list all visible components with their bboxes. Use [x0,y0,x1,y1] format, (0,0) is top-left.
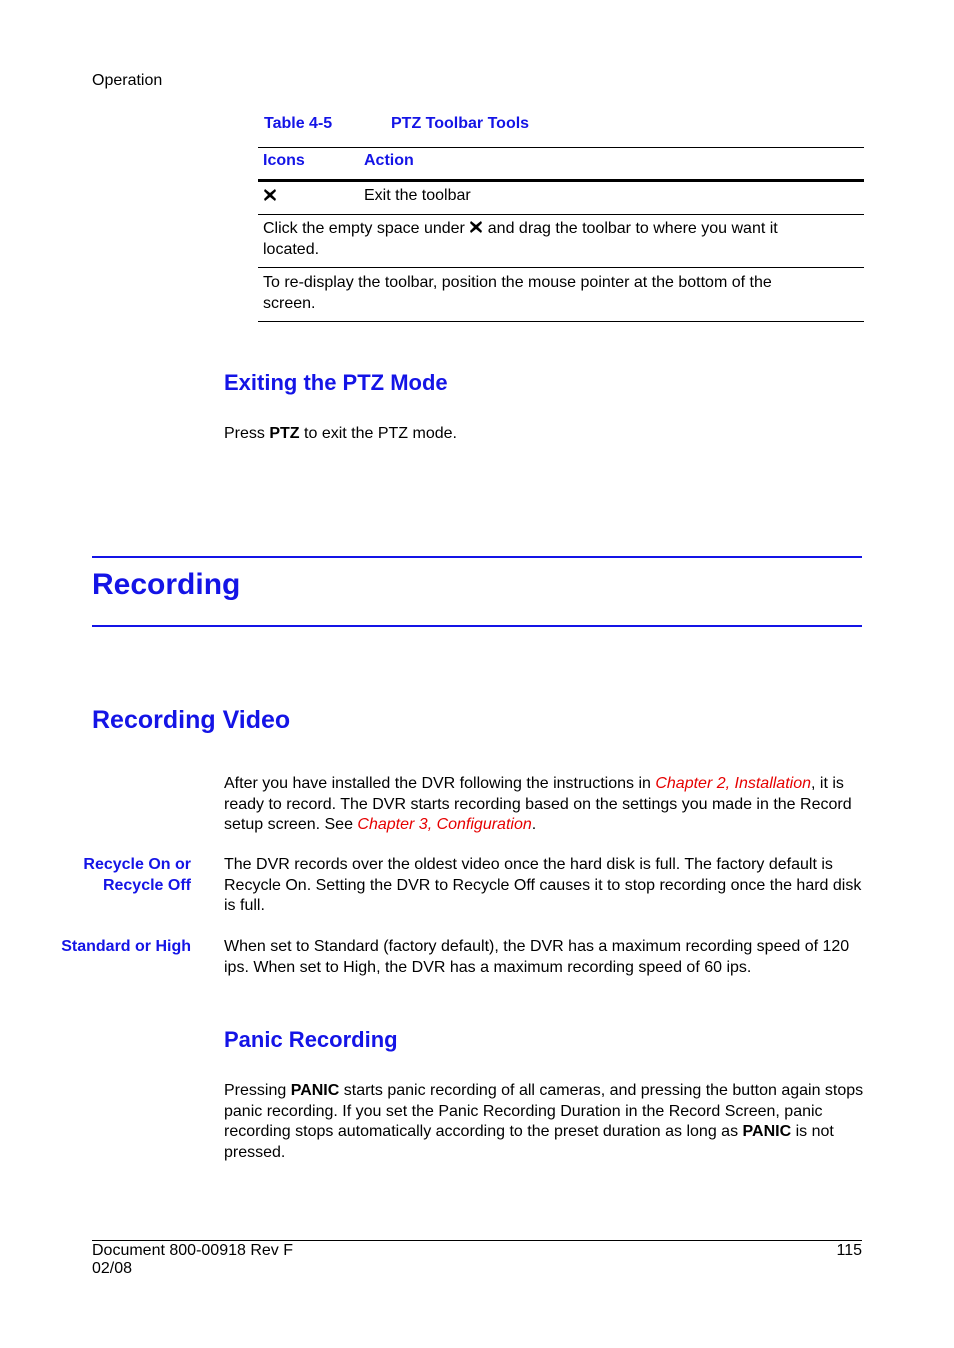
footer-date: 02/08 [92,1260,133,1277]
section-rule-top [92,556,862,558]
table-row3-text: To re-display the toolbar, position the mouse pointer at the bottom of the screen. [263,274,772,312]
table-row-rule [258,214,864,215]
table-header-action: Action [364,152,414,169]
chapter-3-link[interactable]: Chapter 3, Configuration [357,816,532,833]
text: . [531,816,537,833]
page-number: 115 [836,1242,862,1259]
text: to exit the PTZ mode. [304,425,457,442]
panic-keyword: PANIC [742,1123,792,1140]
recording-video-intro [224,774,864,836]
text: Press [224,425,265,442]
table-header-rule [258,179,864,182]
text: is not pressed. [224,1123,834,1161]
close-x-icon [263,188,277,206]
table-bottom-rule [258,321,864,322]
close-x-icon [469,220,483,237]
text: Pressing [224,1082,287,1099]
recording-title: Recording [92,568,241,601]
chapter-2-link[interactable]: Chapter 2, Installation [655,775,811,792]
table-row1-action: Exit the toolbar [364,187,471,204]
text: , it is ready to record. The DVR starts recording based on the settings you made in the Record setup screen. See [224,775,852,833]
recycle-paragraph: The DVR records over the oldest video once the hard disk is full. The factory default is Recycle On. Setting the DVR to Recycle Off causes it to stop recording once the hard disk is full. [224,856,862,914]
standard-paragraph: When set to Standard (factory default), the DVR has a maximum recording speed of 120 ips. When set to High, the DVR has a maximum recording speed of 60 ips. [224,938,850,976]
standard-side-label: Standard or High [61,938,191,955]
table-caption-number: Table 4-5 [264,115,333,132]
table-header-icons: Icons [263,152,305,169]
text: starts panic recording of all cameras, and pressing the button again stops panic recording. If you set the Panic Recording Duration in the Record Screen, panic recording stops automatically according to the preset duration as long as [224,1082,864,1140]
text: After you have installed the DVR following the instructions in [224,775,651,792]
recycle-side-label: Recycle On or Recycle Off [83,856,191,894]
table-row2-text [263,219,823,260]
running-header: Operation [92,72,163,89]
row2-text-before: Click the empty space under [263,220,465,237]
panic-keyword: PANIC [290,1082,340,1099]
table-top-rule [258,147,864,148]
footer-document: Document 800-00918 Rev F [92,1242,293,1259]
exiting-ptz-paragraph [224,424,457,445]
exiting-ptz-heading: Exiting the PTZ Mode [224,370,448,395]
section-rule-bottom [92,625,862,627]
ptz-keyword: PTZ [269,425,300,442]
recording-video-heading: Recording Video [92,706,291,734]
panic-paragraph [224,1081,864,1163]
footer-rule [92,1240,862,1241]
table-row-rule [258,267,864,268]
table-caption-title: PTZ Toolbar Tools [391,115,530,132]
panic-recording-heading: Panic Recording [224,1027,398,1052]
row2-text-after: and drag the toolbar to where you want it located. [263,220,778,258]
